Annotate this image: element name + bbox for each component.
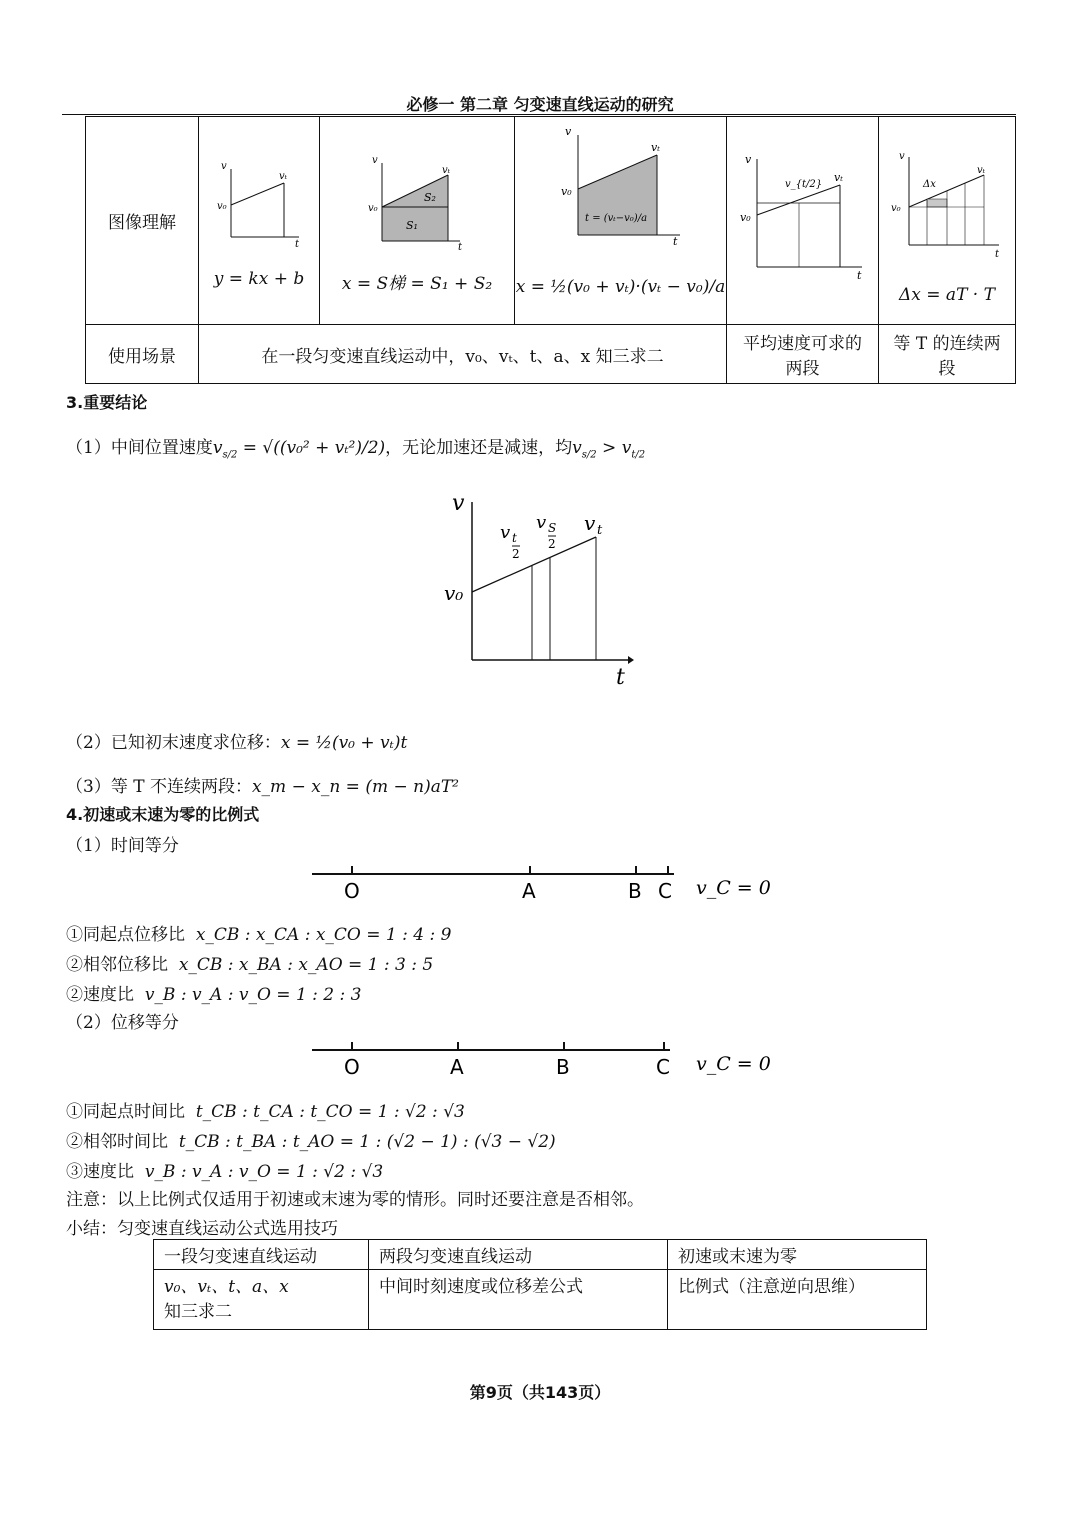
summary: 小结：匀变速直线运动公式选用技巧 bbox=[66, 1219, 338, 1239]
summary-cell-two-segment: 中间时刻速度或位移差公式 bbox=[369, 1270, 668, 1330]
formula-linear: y = kx + b bbox=[213, 269, 305, 289]
svg-text:vₜ: vₜ bbox=[442, 165, 451, 176]
svg-text:v: v bbox=[372, 155, 378, 166]
svg-text:v₀: v₀ bbox=[561, 185, 572, 198]
svg-text:2: 2 bbox=[512, 547, 520, 561]
summary-header-two-segment: 两段匀变速直线运动 bbox=[369, 1240, 668, 1270]
number-line-displacement bbox=[300, 1036, 780, 1086]
svg-text:vₜ: vₜ bbox=[834, 171, 843, 184]
ratio-label: ②相邻位移比 bbox=[66, 955, 168, 975]
time-ratio-row-3 bbox=[66, 1157, 383, 1182]
conclusion-2-text: （2）已知初末速度求位移： bbox=[66, 733, 281, 753]
svg-text:v: v bbox=[452, 491, 465, 516]
header-rule bbox=[62, 114, 1016, 115]
svg-text:Δx: Δx bbox=[923, 179, 936, 190]
ratio-row-1 bbox=[66, 920, 451, 945]
graph-cell-trapezoid bbox=[320, 117, 515, 325]
svg-text:t: t bbox=[597, 523, 603, 538]
svg-text:vₜ: vₜ bbox=[977, 165, 986, 176]
summary-cell-zero-velocity: 比例式（注意逆向思维） bbox=[668, 1270, 927, 1330]
note: 注意：以上比例式仅适用于初速或末速为零的情形。同时还要注意是否相邻。 bbox=[66, 1190, 644, 1210]
formula-delta-x: Δx = aT · T bbox=[899, 285, 995, 305]
summary-cell-one-segment bbox=[154, 1270, 369, 1330]
section4-sub2: （2）位移等分 bbox=[66, 1013, 179, 1033]
section3-title: 3.重要结论 bbox=[66, 393, 148, 412]
row-label-graph: 图像理解 bbox=[86, 117, 199, 325]
svg-text:t: t bbox=[458, 242, 463, 253]
section4-title: 4.初速或末速为零的比例式 bbox=[66, 805, 260, 824]
svg-text:t: t bbox=[995, 249, 1000, 260]
ratio-label: ③速度比 bbox=[66, 1162, 134, 1182]
vt-graph-midtime bbox=[727, 117, 879, 324]
svg-text:2: 2 bbox=[548, 537, 556, 551]
graph-cell-linear bbox=[199, 117, 320, 325]
conclusion-3-formula: x_m − x_n = (m − n)aT² bbox=[251, 777, 459, 797]
formula-trapezoid: x = S梯 = S₁ + S₂ bbox=[341, 274, 493, 294]
time-ratio-row-1 bbox=[66, 1097, 465, 1122]
svg-text:t: t bbox=[616, 665, 625, 690]
conclusion-1 bbox=[66, 433, 645, 460]
svg-text:v₀: v₀ bbox=[368, 203, 378, 214]
conclusion-3-text: （3）等 T 不连续两段： bbox=[66, 777, 252, 797]
point-label: B bbox=[556, 1055, 570, 1079]
graph-table bbox=[85, 116, 1016, 384]
graph-cell-area bbox=[515, 117, 727, 325]
ratio-row-3 bbox=[66, 980, 361, 1005]
svg-text:vₜ: vₜ bbox=[279, 171, 288, 182]
point-label: C bbox=[656, 1055, 670, 1079]
ratio-label: ②相邻时间比 bbox=[66, 1132, 168, 1152]
svg-text:S₁: S₁ bbox=[406, 219, 418, 232]
svg-text:v_{t/2}: v_{t/2} bbox=[785, 179, 823, 190]
row-label-scene: 使用场景 bbox=[86, 325, 199, 384]
scene-average-velocity: 平均速度可求的两段 bbox=[727, 325, 879, 384]
summary-header-one-segment: 一段匀变速直线运动 bbox=[154, 1240, 369, 1270]
svg-text:vₜ: vₜ bbox=[651, 141, 660, 154]
conclusion-1-mid: ，无论加速还是减速，均 bbox=[385, 438, 573, 458]
formula-area: x = ½(v₀ + vₜ)·(vₜ − v₀)/a bbox=[515, 277, 726, 297]
svg-text:S: S bbox=[548, 521, 557, 535]
conclusion-2 bbox=[66, 728, 407, 753]
svg-text:t: t bbox=[512, 531, 517, 545]
ratio-label: ①同起点时间比 bbox=[66, 1102, 185, 1122]
conclusion-1-compare: $v_{s/2} > v_{t/2}$ bbox=[572, 438, 646, 461]
ratio-formula: v_B : v_A : v_O = 1 : √2 : √3 bbox=[144, 1162, 384, 1182]
ratio-formula: x_CB : x_CA : x_CO = 1 : 4 : 9 bbox=[195, 925, 452, 945]
vc-zero-label: v_C = 0 bbox=[696, 877, 771, 899]
vt-graph-linear bbox=[199, 117, 320, 324]
vt-graph-midpoint-comparison bbox=[430, 488, 660, 698]
number-line-time bbox=[300, 860, 780, 910]
point-label: A bbox=[450, 1055, 464, 1079]
graph-cell-midtime bbox=[727, 117, 879, 325]
svg-text:v₀: v₀ bbox=[891, 203, 901, 214]
svg-text:v: v bbox=[221, 161, 227, 172]
vc-zero-label: v_C = 0 bbox=[696, 1053, 771, 1075]
ratio-formula: t_CB : t_BA : t_AO = 1 : (√2 − 1) : (√3 − √2) bbox=[178, 1132, 556, 1152]
point-label: C bbox=[658, 879, 672, 903]
conclusion-1-formula: $v_{s/2} = √((v_0^2 + v_t^2)/2)$ bbox=[212, 438, 386, 461]
svg-text:v₀: v₀ bbox=[217, 201, 227, 212]
ratio-label: ①同起点位移比 bbox=[66, 925, 185, 945]
summary-cell-line1: v₀、vₜ、t、a、x bbox=[164, 1277, 289, 1297]
ratio-formula: x_CB : x_BA : x_AO = 1 : 3 : 5 bbox=[178, 955, 434, 975]
svg-text:S₂: S₂ bbox=[424, 191, 436, 204]
svg-text:t: t bbox=[857, 269, 862, 282]
summary-cell-line2: 知三求二 bbox=[164, 1302, 232, 1322]
scene-main: 在一段匀变速直线运动中，v₀、vₜ、t、a、x 知三求二 bbox=[199, 325, 727, 384]
svg-text:v: v bbox=[565, 125, 572, 138]
graph-cell-delta-x bbox=[879, 117, 1016, 325]
scene-equal-t: 等 T 的连续两段 bbox=[879, 325, 1016, 384]
point-label: O bbox=[344, 1055, 360, 1079]
svg-text:v: v bbox=[536, 512, 547, 533]
svg-text:v: v bbox=[899, 151, 905, 162]
summary-header-zero-velocity: 初速或末速为零 bbox=[668, 1240, 927, 1270]
point-label: O bbox=[344, 879, 360, 903]
svg-text:t: t bbox=[295, 239, 300, 250]
ratio-row-2 bbox=[66, 950, 433, 975]
point-label: B bbox=[628, 879, 642, 903]
svg-text:v₀: v₀ bbox=[740, 211, 751, 224]
point-label: A bbox=[522, 879, 536, 903]
svg-text:t: t bbox=[673, 235, 678, 248]
ratio-label: ②速度比 bbox=[66, 985, 134, 1005]
ratio-formula: t_CB : t_CA : t_CO = 1 : √2 : √3 bbox=[195, 1102, 465, 1122]
summary-table bbox=[153, 1239, 927, 1330]
svg-text:v: v bbox=[745, 153, 752, 166]
section4-sub1: （1）时间等分 bbox=[66, 836, 179, 856]
page-footer: 第9页（共143页） bbox=[469, 1383, 611, 1402]
svg-text:v: v bbox=[500, 522, 511, 543]
svg-text:t = (vₜ−v₀)/a: t = (vₜ−v₀)/a bbox=[585, 213, 648, 224]
conclusion-2-formula: x = ½(v₀ + vₜ)t bbox=[280, 733, 408, 753]
conclusion-1-prefix: （1）中间位置速度 bbox=[66, 438, 213, 458]
ratio-formula: v_B : v_A : v_O = 1 : 2 : 3 bbox=[144, 985, 362, 1005]
conclusion-3 bbox=[66, 772, 459, 797]
svg-text:v₀: v₀ bbox=[444, 581, 464, 605]
time-ratio-row-2 bbox=[66, 1127, 556, 1152]
svg-text:v: v bbox=[584, 511, 596, 535]
page-header: 必修一 第二章 匀变速直线运动的研究 bbox=[406, 95, 674, 114]
